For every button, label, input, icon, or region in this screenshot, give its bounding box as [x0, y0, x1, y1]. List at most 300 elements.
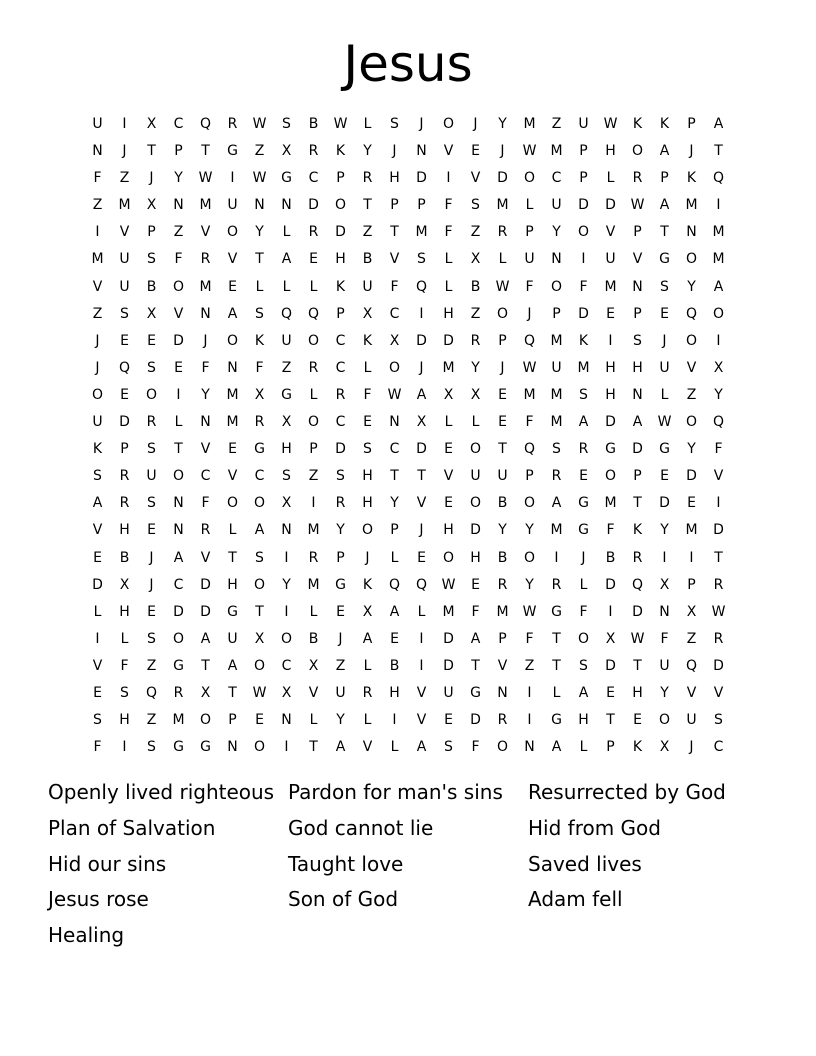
grid-letter[interactable]: P	[579, 143, 588, 160]
grid-letter[interactable]: E	[255, 712, 264, 729]
grid-letter[interactable]: X	[146, 305, 157, 322]
grid-letter[interactable]: L	[363, 116, 372, 132]
grid-letter[interactable]: H	[119, 522, 130, 539]
grid-letter[interactable]: L	[282, 278, 291, 295]
grid-letter[interactable]: P	[309, 441, 318, 458]
grid-letter[interactable]: P	[633, 224, 642, 241]
grid-letter[interactable]: S	[714, 712, 723, 729]
grid-letter[interactable]: I	[95, 630, 100, 647]
grid-letter[interactable]: R	[119, 468, 130, 485]
grid-letter[interactable]: W	[252, 170, 267, 187]
grid-letter[interactable]: B	[470, 278, 481, 295]
grid-letter[interactable]: Z	[254, 143, 265, 160]
grid-letter[interactable]: D	[578, 305, 589, 322]
grid-letter[interactable]: M	[199, 278, 212, 295]
grid-letter[interactable]: O	[496, 305, 509, 322]
grid-letter[interactable]: A	[227, 305, 238, 322]
grid-letter[interactable]: E	[444, 441, 453, 458]
grid-letter[interactable]: H	[443, 522, 454, 539]
grid-letter[interactable]: H	[605, 386, 616, 403]
grid-letter[interactable]: U	[578, 116, 589, 132]
grid-letter[interactable]: A	[470, 630, 481, 647]
grid-letter[interactable]: D	[470, 712, 481, 729]
grid-letter[interactable]: P	[525, 224, 534, 241]
grid-letter[interactable]: E	[471, 143, 480, 160]
grid-letter[interactable]: J	[149, 549, 154, 566]
grid-letter[interactable]: J	[95, 332, 100, 349]
grid-letter[interactable]: V	[92, 522, 103, 539]
grid-letter[interactable]: B	[605, 549, 616, 566]
grid-letter[interactable]: E	[147, 522, 156, 539]
grid-letter[interactable]: U	[551, 359, 562, 376]
grid-letter[interactable]: M	[226, 414, 239, 431]
grid-letter[interactable]: M	[226, 386, 239, 403]
grid-letter[interactable]: K	[686, 170, 697, 187]
grid-letter[interactable]: E	[363, 414, 372, 431]
grid-letter[interactable]: N	[200, 305, 211, 322]
grid-letter[interactable]: F	[579, 603, 588, 620]
grid-letter[interactable]: D	[605, 576, 616, 593]
grid-letter[interactable]: X	[470, 386, 481, 403]
grid-letter[interactable]: E	[390, 630, 399, 647]
grid-letter[interactable]: G	[173, 739, 184, 756]
grid-letter[interactable]: G	[605, 441, 616, 458]
grid-letter[interactable]: E	[93, 684, 102, 701]
grid-letter[interactable]: B	[119, 549, 130, 566]
grid-letter[interactable]: N	[686, 224, 697, 241]
grid-letter[interactable]: E	[120, 332, 129, 349]
grid-letter[interactable]: S	[660, 278, 669, 295]
grid-letter[interactable]: C	[173, 116, 184, 132]
grid-letter[interactable]: L	[255, 278, 264, 295]
grid-letter[interactable]: V	[200, 224, 211, 241]
grid-letter[interactable]: Y	[660, 684, 669, 701]
grid-letter[interactable]: H	[335, 251, 346, 268]
grid-letter[interactable]: T	[363, 197, 372, 214]
grid-letter[interactable]: V	[227, 251, 238, 268]
grid-letter[interactable]: O	[388, 359, 401, 376]
grid-letter[interactable]: G	[578, 522, 589, 539]
grid-letter[interactable]: I	[716, 197, 721, 214]
grid-letter[interactable]: I	[284, 603, 289, 620]
grid-letter[interactable]: I	[608, 603, 613, 620]
grid-letter[interactable]: T	[390, 224, 399, 241]
grid-letter[interactable]: E	[660, 305, 669, 322]
grid-letter[interactable]: Y	[552, 224, 561, 241]
grid-letter[interactable]: Y	[525, 576, 534, 593]
grid-letter[interactable]: D	[605, 197, 616, 214]
grid-letter[interactable]: E	[444, 495, 453, 512]
grid-letter[interactable]: U	[146, 468, 157, 485]
grid-letter[interactable]: J	[689, 143, 694, 160]
grid-letter[interactable]: E	[660, 468, 669, 485]
grid-letter[interactable]: K	[578, 332, 589, 349]
grid-letter[interactable]: J	[527, 305, 532, 322]
grid-letter[interactable]: C	[389, 305, 400, 322]
grid-letter[interactable]: V	[227, 468, 238, 485]
grid-letter[interactable]: D	[308, 197, 319, 214]
grid-letter[interactable]: G	[551, 712, 562, 729]
grid-letter[interactable]: X	[686, 603, 697, 620]
grid-letter[interactable]: E	[336, 603, 345, 620]
grid-letter[interactable]: D	[443, 657, 454, 674]
grid-letter[interactable]: W	[441, 576, 456, 593]
grid-letter[interactable]: I	[554, 549, 559, 566]
grid-letter[interactable]: S	[633, 332, 642, 349]
grid-letter[interactable]: F	[444, 197, 453, 214]
grid-letter[interactable]: H	[605, 359, 616, 376]
grid-letter[interactable]: M	[685, 197, 698, 214]
grid-letter[interactable]: Y	[390, 495, 399, 512]
grid-letter[interactable]: O	[226, 224, 239, 241]
grid-letter[interactable]: O	[253, 576, 266, 593]
grid-letter[interactable]: I	[419, 630, 424, 647]
grid-letter[interactable]: R	[713, 576, 724, 593]
grid-letter[interactable]: C	[200, 468, 211, 485]
grid-letter[interactable]: L	[228, 522, 237, 539]
grid-letter[interactable]: R	[200, 251, 211, 268]
grid-letter[interactable]: F	[471, 739, 480, 756]
grid-letter[interactable]: Y	[336, 712, 345, 729]
grid-letter[interactable]: X	[200, 684, 211, 701]
grid-letter[interactable]: F	[525, 630, 534, 647]
grid-letter[interactable]: M	[550, 143, 563, 160]
grid-letter[interactable]: O	[523, 170, 536, 187]
grid-letter[interactable]: F	[390, 278, 399, 295]
grid-letter[interactable]: O	[172, 630, 185, 647]
grid-letter[interactable]: C	[335, 414, 346, 431]
grid-letter[interactable]: N	[497, 684, 508, 701]
grid-letter[interactable]: M	[550, 414, 563, 431]
grid-letter[interactable]: I	[419, 305, 424, 322]
grid-letter[interactable]: X	[389, 332, 400, 349]
grid-letter[interactable]: Y	[255, 224, 264, 241]
grid-letter[interactable]: R	[362, 684, 373, 701]
grid-letter[interactable]: L	[93, 603, 102, 620]
grid-letter[interactable]: T	[309, 739, 318, 756]
grid-letter[interactable]: J	[581, 549, 586, 566]
grid-letter[interactable]: M	[415, 224, 428, 241]
grid-letter[interactable]: A	[416, 739, 427, 756]
grid-letter[interactable]: O	[469, 441, 482, 458]
grid-letter[interactable]: A	[335, 739, 346, 756]
grid-letter[interactable]: R	[308, 224, 319, 241]
grid-letter[interactable]: L	[606, 170, 615, 187]
grid-letter[interactable]: L	[579, 739, 588, 756]
grid-letter[interactable]: K	[92, 441, 103, 458]
grid-letter[interactable]: L	[309, 386, 318, 403]
grid-letter[interactable]: H	[227, 576, 238, 593]
grid-letter[interactable]: Z	[362, 224, 373, 241]
grid-letter[interactable]: M	[550, 332, 563, 349]
grid-letter[interactable]: S	[147, 630, 156, 647]
grid-letter[interactable]: D	[200, 576, 211, 593]
grid-letter[interactable]: Q	[415, 278, 428, 295]
grid-letter[interactable]: J	[203, 332, 208, 349]
grid-letter[interactable]: P	[687, 576, 696, 593]
grid-letter[interactable]: I	[122, 116, 127, 132]
grid-letter[interactable]: J	[338, 630, 343, 647]
grid-letter[interactable]: P	[390, 522, 399, 539]
grid-letter[interactable]: P	[498, 332, 507, 349]
grid-letter[interactable]: U	[659, 359, 670, 376]
grid-letter[interactable]: N	[551, 251, 562, 268]
grid-letter[interactable]: X	[362, 603, 373, 620]
grid-letter[interactable]: M	[199, 197, 212, 214]
grid-letter[interactable]: U	[92, 116, 103, 132]
grid-letter[interactable]: V	[416, 712, 427, 729]
grid-letter[interactable]: P	[660, 170, 669, 187]
grid-letter[interactable]: W	[198, 170, 213, 187]
grid-letter[interactable]: W	[630, 630, 645, 647]
grid-letter[interactable]: E	[147, 603, 156, 620]
grid-letter[interactable]: M	[442, 603, 455, 620]
grid-letter[interactable]: P	[147, 224, 156, 241]
grid-letter[interactable]: A	[551, 495, 562, 512]
grid-letter[interactable]: F	[444, 224, 453, 241]
grid-letter[interactable]: X	[281, 143, 292, 160]
grid-letter[interactable]: N	[173, 197, 184, 214]
grid-letter[interactable]: U	[119, 251, 130, 268]
grid-letter[interactable]: U	[362, 278, 373, 295]
grid-letter[interactable]: Y	[525, 522, 534, 539]
grid-letter[interactable]: Z	[92, 305, 103, 322]
grid-letter[interactable]: G	[335, 576, 346, 593]
grid-letter[interactable]: D	[416, 441, 427, 458]
grid-letter[interactable]: X	[713, 359, 724, 376]
grid-letter[interactable]: E	[687, 495, 696, 512]
grid-letter[interactable]: Y	[471, 359, 480, 376]
grid-letter[interactable]: X	[281, 414, 292, 431]
grid-letter[interactable]: D	[497, 170, 508, 187]
grid-letter[interactable]: Z	[686, 630, 697, 647]
grid-letter[interactable]: G	[551, 603, 562, 620]
grid-letter[interactable]: S	[579, 386, 588, 403]
grid-letter[interactable]: Q	[685, 657, 698, 674]
grid-letter[interactable]: V	[632, 251, 643, 268]
grid-letter[interactable]: O	[685, 332, 698, 349]
grid-letter[interactable]: U	[524, 251, 535, 268]
grid-letter[interactable]: X	[605, 630, 616, 647]
grid-letter[interactable]: N	[227, 739, 238, 756]
grid-letter[interactable]: N	[632, 278, 643, 295]
grid-letter[interactable]: M	[307, 576, 320, 593]
grid-letter[interactable]: X	[470, 251, 481, 268]
grid-letter[interactable]: D	[200, 603, 211, 620]
grid-letter[interactable]: S	[147, 739, 156, 756]
grid-letter[interactable]: F	[714, 441, 723, 458]
grid-letter[interactable]: R	[497, 712, 508, 729]
grid-letter[interactable]: X	[119, 576, 130, 593]
grid-letter[interactable]: T	[255, 251, 264, 268]
grid-letter[interactable]: U	[605, 251, 616, 268]
grid-letter[interactable]: D	[443, 630, 454, 647]
grid-letter[interactable]: O	[199, 712, 212, 729]
grid-letter[interactable]: S	[255, 305, 264, 322]
grid-letter[interactable]: R	[497, 224, 508, 241]
grid-letter[interactable]: D	[443, 332, 454, 349]
grid-letter[interactable]: E	[606, 684, 615, 701]
grid-letter[interactable]: F	[525, 414, 534, 431]
grid-letter[interactable]: Z	[173, 224, 184, 241]
grid-letter[interactable]: A	[281, 251, 292, 268]
grid-letter[interactable]: D	[605, 414, 616, 431]
grid-letter[interactable]: R	[632, 549, 643, 566]
grid-letter[interactable]: Z	[146, 712, 157, 729]
grid-letter[interactable]: W	[630, 197, 645, 214]
grid-letter[interactable]: J	[149, 170, 154, 187]
grid-letter[interactable]: S	[147, 495, 156, 512]
grid-letter[interactable]: X	[254, 386, 265, 403]
grid-letter[interactable]: Q	[145, 684, 158, 701]
grid-letter[interactable]: Z	[524, 657, 535, 674]
grid-letter[interactable]: O	[469, 495, 482, 512]
grid-letter[interactable]: H	[362, 495, 373, 512]
grid-letter[interactable]: I	[392, 712, 397, 729]
grid-letter[interactable]: S	[282, 468, 291, 485]
grid-letter[interactable]: Y	[201, 386, 210, 403]
grid-letter[interactable]: A	[173, 549, 184, 566]
grid-letter[interactable]: B	[146, 278, 157, 295]
grid-letter[interactable]: I	[311, 495, 316, 512]
grid-letter[interactable]: R	[308, 549, 319, 566]
grid-letter[interactable]: V	[200, 441, 211, 458]
grid-letter[interactable]: V	[362, 739, 373, 756]
grid-letter[interactable]: P	[417, 197, 426, 214]
grid-letter[interactable]: I	[662, 549, 667, 566]
grid-letter[interactable]: T	[498, 441, 507, 458]
grid-letter[interactable]: P	[336, 549, 345, 566]
grid-letter[interactable]: W	[252, 116, 267, 132]
grid-letter[interactable]: M	[523, 386, 536, 403]
grid-letter[interactable]: D	[416, 332, 427, 349]
grid-letter[interactable]: T	[417, 468, 426, 485]
grid-letter[interactable]: G	[578, 495, 589, 512]
grid-letter[interactable]: F	[525, 278, 534, 295]
grid-letter[interactable]: A	[713, 278, 724, 295]
grid-letter[interactable]: D	[416, 170, 427, 187]
grid-letter[interactable]: S	[552, 441, 561, 458]
grid-letter[interactable]: E	[93, 549, 102, 566]
grid-letter[interactable]: O	[712, 305, 725, 322]
grid-letter[interactable]: J	[662, 332, 667, 349]
grid-letter[interactable]: F	[174, 251, 183, 268]
grid-letter[interactable]: S	[255, 549, 264, 566]
grid-letter[interactable]: S	[147, 359, 156, 376]
grid-letter[interactable]: Q	[307, 305, 320, 322]
grid-letter[interactable]: U	[227, 197, 238, 214]
grid-letter[interactable]: J	[419, 359, 424, 376]
grid-letter[interactable]: Z	[308, 468, 319, 485]
grid-letter[interactable]: M	[523, 116, 536, 132]
grid-letter[interactable]: S	[93, 468, 102, 485]
grid-letter[interactable]: O	[226, 495, 239, 512]
grid-letter[interactable]: R	[335, 495, 346, 512]
grid-letter[interactable]: V	[92, 657, 103, 674]
grid-letter[interactable]: G	[227, 603, 238, 620]
grid-letter[interactable]: F	[363, 386, 372, 403]
grid-letter[interactable]: S	[363, 441, 372, 458]
grid-letter[interactable]: M	[712, 251, 725, 268]
grid-letter[interactable]: M	[496, 603, 509, 620]
grid-letter[interactable]: B	[362, 251, 373, 268]
grid-letter[interactable]: O	[307, 414, 320, 431]
grid-letter[interactable]: L	[444, 414, 453, 431]
grid-letter[interactable]: L	[444, 278, 453, 295]
grid-letter[interactable]: L	[363, 712, 372, 729]
grid-letter[interactable]: V	[92, 278, 103, 295]
grid-letter[interactable]: J	[500, 359, 505, 376]
grid-letter[interactable]: B	[497, 495, 508, 512]
grid-letter[interactable]: C	[254, 468, 265, 485]
grid-letter[interactable]: H	[119, 603, 130, 620]
grid-letter[interactable]: Y	[660, 522, 669, 539]
grid-letter[interactable]: M	[442, 359, 455, 376]
grid-letter[interactable]: N	[92, 143, 103, 160]
grid-letter[interactable]: N	[659, 603, 670, 620]
grid-letter[interactable]: W	[711, 603, 726, 620]
grid-letter[interactable]: A	[227, 657, 238, 674]
grid-letter[interactable]: L	[552, 684, 561, 701]
grid-letter[interactable]: P	[336, 170, 345, 187]
grid-letter[interactable]: U	[92, 414, 103, 431]
grid-letter[interactable]: T	[660, 224, 669, 241]
grid-letter[interactable]: P	[174, 143, 183, 160]
grid-letter[interactable]: E	[633, 712, 642, 729]
grid-letter[interactable]: T	[714, 549, 723, 566]
grid-letter[interactable]: A	[389, 603, 400, 620]
grid-letter[interactable]: L	[498, 251, 507, 268]
grid-letter[interactable]: E	[498, 414, 507, 431]
grid-letter[interactable]: V	[605, 224, 616, 241]
grid-letter[interactable]: Q	[712, 170, 725, 187]
grid-letter[interactable]: C	[173, 576, 184, 593]
grid-letter[interactable]: T	[471, 657, 480, 674]
grid-letter[interactable]: N	[389, 414, 400, 431]
grid-letter[interactable]: O	[361, 522, 374, 539]
grid-letter[interactable]: N	[281, 712, 292, 729]
grid-letter[interactable]: L	[390, 549, 399, 566]
grid-letter[interactable]: J	[473, 116, 478, 132]
grid-letter[interactable]: W	[495, 278, 510, 295]
grid-letter[interactable]: Z	[119, 170, 130, 187]
grid-letter[interactable]: G	[173, 657, 184, 674]
grid-letter[interactable]: X	[416, 414, 427, 431]
grid-letter[interactable]: L	[471, 414, 480, 431]
grid-letter[interactable]: Q	[199, 116, 212, 132]
grid-letter[interactable]: O	[253, 739, 266, 756]
grid-letter[interactable]: R	[173, 684, 184, 701]
grid-letter[interactable]: M	[550, 386, 563, 403]
grid-letter[interactable]: D	[632, 441, 643, 458]
grid-letter[interactable]: A	[362, 630, 373, 647]
grid-letter[interactable]: S	[390, 116, 399, 132]
grid-letter[interactable]: O	[550, 278, 563, 295]
grid-letter[interactable]: E	[309, 251, 318, 268]
grid-letter[interactable]: O	[253, 657, 266, 674]
grid-letter[interactable]: X	[443, 386, 454, 403]
grid-letter[interactable]: E	[228, 278, 237, 295]
grid-letter[interactable]: O	[631, 143, 644, 160]
grid-letter[interactable]: Y	[687, 441, 696, 458]
grid-letter[interactable]: V	[200, 549, 211, 566]
grid-letter[interactable]: L	[417, 603, 426, 620]
grid-letter[interactable]: O	[658, 712, 671, 729]
grid-letter[interactable]: T	[633, 657, 642, 674]
grid-letter[interactable]: P	[606, 739, 615, 756]
grid-letter[interactable]: S	[579, 657, 588, 674]
grid-letter[interactable]: L	[660, 386, 669, 403]
